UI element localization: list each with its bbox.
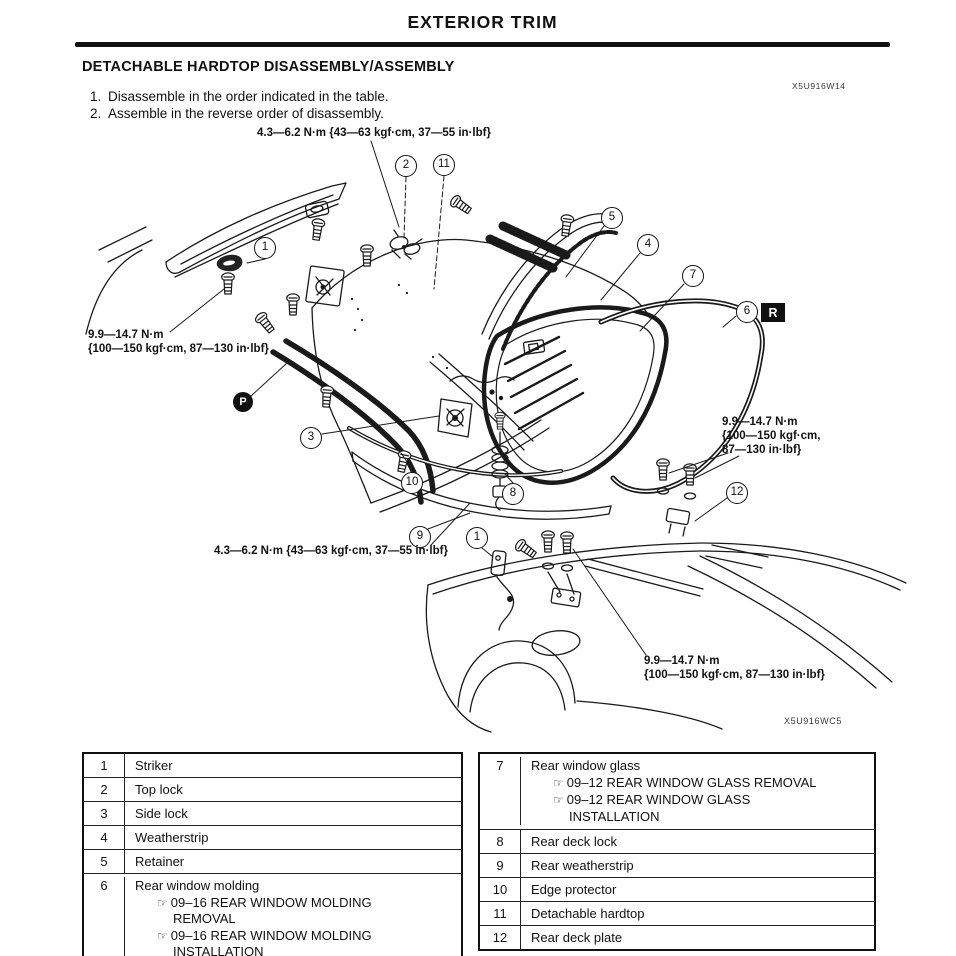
part-name-text: Rear window glass xyxy=(531,758,641,773)
torque-text: {100—150 kgf·cm, xyxy=(722,430,821,442)
torque-text: 9.9—14.7 N·m xyxy=(88,329,164,341)
part-number: 6 xyxy=(84,877,125,956)
callout-9-rear-weatherstrip: 9 xyxy=(409,526,431,548)
torque-label-left xyxy=(88,328,269,356)
page-title: EXTERIOR TRIM xyxy=(407,12,558,32)
cross-reference-text: 09–16 REAR WINDOW MOLDING REMOVAL xyxy=(170,894,372,926)
cross-reference xyxy=(553,792,837,824)
torque-text: 87—130 in·lbf} xyxy=(722,444,802,456)
part-number: 5 xyxy=(84,850,125,873)
part-name xyxy=(521,757,843,825)
callout-2-top-lock: 2 xyxy=(395,155,417,177)
torque-label-bottom-right xyxy=(644,654,825,682)
cross-reference-icon: ☞ xyxy=(157,895,168,910)
table-row xyxy=(84,754,461,777)
cross-reference-text: 09–12 REAR WINDOW GLASS INSTALLATION xyxy=(566,792,751,824)
torque-text: 9.9—14.7 N·m xyxy=(644,655,720,667)
part-number: 1 xyxy=(84,754,125,777)
torque-label-bottom-mid xyxy=(214,544,448,558)
table-row xyxy=(480,925,874,949)
part-name xyxy=(125,877,409,956)
part-name: Weatherstrip xyxy=(135,829,209,845)
callout-1-striker-bottom: 1 xyxy=(466,527,488,549)
part-number: 2 xyxy=(84,778,125,801)
rear-weatherstrip-art xyxy=(352,452,611,519)
callout-10-edge-protector: 10 xyxy=(401,472,423,494)
table-row xyxy=(480,754,874,829)
cross-reference xyxy=(157,895,403,927)
callout-11-detachable-hardtop: 11 xyxy=(433,154,455,176)
part-number: 8 xyxy=(480,830,521,853)
section-title: DETACHABLE HARDTOP DISASSEMBLY/ASSEMBLY xyxy=(82,59,455,75)
instruction-text: Assemble in the reverse order of disassembly. xyxy=(108,106,384,121)
torque-text: 4.3—6.2 N·m {43—63 kgf·cm, 37—55 in·lbf} xyxy=(257,127,491,139)
table-row xyxy=(84,777,461,801)
cross-reference-icon: ☞ xyxy=(553,793,564,807)
torque-text: 9.9—14.7 N·m xyxy=(722,416,798,428)
part-name: Rear deck plate xyxy=(531,929,623,945)
side-lock-left-art xyxy=(306,266,345,306)
torque-text: 4.3—6.2 N·m {43—63 kgf·cm, 37—55 in·lbf} xyxy=(214,545,448,557)
rear-molding-art xyxy=(601,301,762,491)
figure-code-top: X5U916W14 xyxy=(792,81,846,91)
cross-reference-icon: ☞ xyxy=(157,928,168,943)
part-number: 12 xyxy=(480,926,521,949)
torque-label-top xyxy=(257,126,491,140)
callout-4-weatherstrip: 4 xyxy=(637,234,659,256)
figure-code-bottom: X5U916WC5 xyxy=(784,716,842,726)
weatherstrip-art xyxy=(482,214,616,349)
part-name: Rear weatherstrip xyxy=(531,857,634,873)
part-number: 10 xyxy=(480,878,521,901)
part-name-text: Rear window molding xyxy=(135,878,260,893)
p-marker-badge: P xyxy=(233,392,253,412)
table-row xyxy=(84,873,461,956)
r-marker-badge: R xyxy=(761,303,785,322)
part-number: 7 xyxy=(480,757,521,825)
rear-deck-plate-art xyxy=(585,488,768,596)
part-number: 9 xyxy=(480,854,521,877)
cross-reference xyxy=(157,928,403,956)
instruction-number: 1. xyxy=(90,89,102,104)
side-lock-right-art xyxy=(438,399,472,437)
table-row xyxy=(480,853,874,877)
part-name: Edge protector xyxy=(531,881,617,897)
cross-reference-text: 09–16 REAR WINDOW MOLDING INSTALLATION xyxy=(170,927,372,956)
part-name: Top lock xyxy=(135,781,183,797)
table-row xyxy=(480,829,874,853)
front-header-art xyxy=(86,183,346,334)
cross-reference xyxy=(553,775,837,792)
part-number: 3 xyxy=(84,802,125,825)
callout-5-retainer: 5 xyxy=(601,207,623,229)
instruction-text: Disassemble in the order indicated in the table. xyxy=(108,89,389,104)
table-row xyxy=(480,877,874,901)
callout-12-rear-deck-plate: 12 xyxy=(726,482,748,504)
callout-8-rear-deck-lock: 8 xyxy=(502,483,524,505)
table-row xyxy=(84,801,461,825)
part-name: Retainer xyxy=(135,853,185,869)
parts-table-right xyxy=(478,752,876,951)
part-name: Detachable hardtop xyxy=(531,905,645,921)
callout-1-striker-top: 1 xyxy=(254,237,276,259)
part-name: Striker xyxy=(135,757,173,773)
callout-3-side-lock: 3 xyxy=(300,427,322,449)
edge-protector-art xyxy=(349,428,561,475)
instruction-number: 2. xyxy=(90,106,102,121)
callout-7-rear-window-glass: 7 xyxy=(682,265,704,287)
table-row xyxy=(84,825,461,849)
part-number: 11 xyxy=(480,902,521,925)
car-body-art xyxy=(426,543,906,732)
part-number: 4 xyxy=(84,826,125,849)
cross-reference-icon: ☞ xyxy=(553,775,564,790)
table-row xyxy=(84,849,461,873)
part-name: Rear deck lock xyxy=(531,833,617,849)
part-name: Side lock xyxy=(135,805,188,821)
table-row xyxy=(480,901,874,925)
cross-reference-text: 09–12 REAR WINDOW GLASS REMOVAL xyxy=(566,774,817,790)
parts-table-left xyxy=(82,752,463,956)
torque-label-right xyxy=(722,415,820,457)
torque-text: {100—150 kgf·cm, 87—130 in·lbf} xyxy=(644,669,825,681)
torque-text: {100—150 kgf·cm, 87—130 in·lbf} xyxy=(88,343,269,355)
callout-6-rear-window-molding: 6 xyxy=(736,301,758,323)
